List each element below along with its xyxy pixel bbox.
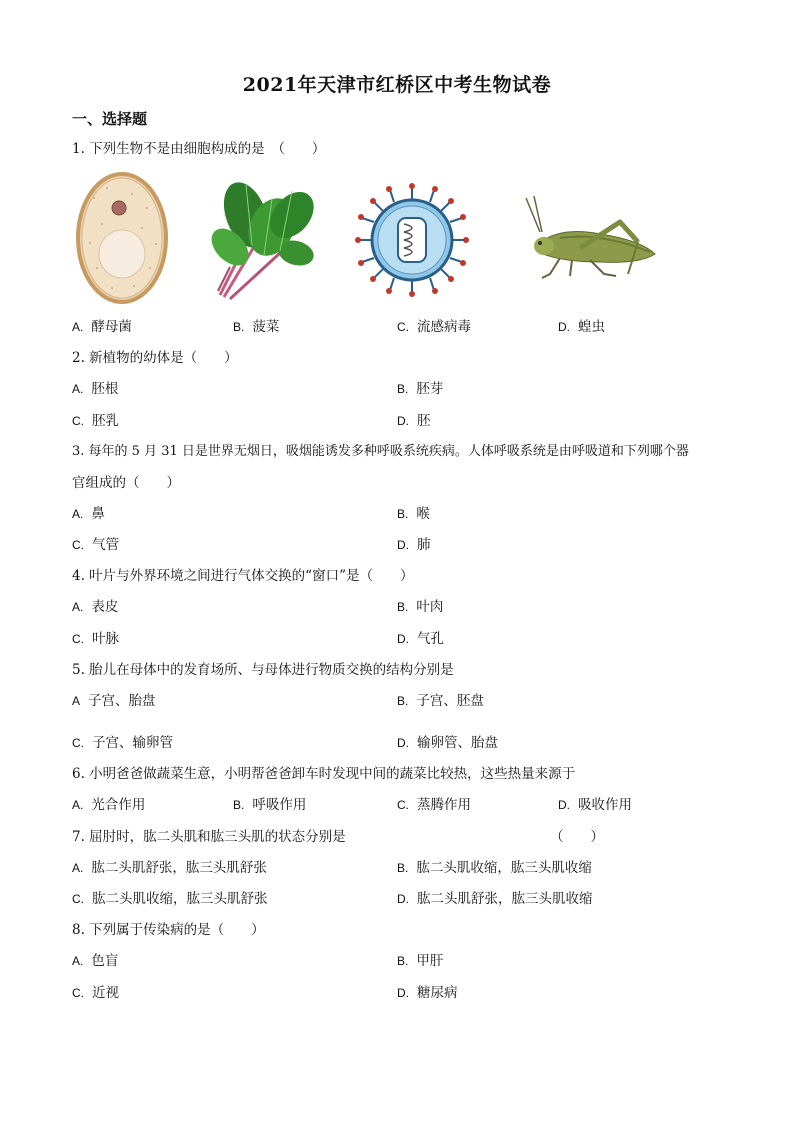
q6-option-c[interactable]: C. 蒸腾作用	[397, 797, 471, 813]
q6-option-d[interactable]: D. 吸收作用	[558, 797, 632, 813]
q2-option-d[interactable]: D. 胚	[397, 413, 431, 429]
q3-option-d[interactable]: D. 肺	[397, 537, 431, 553]
q3-option-c[interactable]: C. 气管	[72, 537, 119, 553]
q3-option-a[interactable]: A. 鼻	[72, 506, 105, 522]
q4-option-c[interactable]: C. 叶脉	[72, 631, 119, 647]
q6-option-a[interactable]: A. 光合作用	[72, 797, 146, 813]
q4-option-b[interactable]: B. 叶肉	[397, 599, 444, 615]
question-1: 1. 下列生物不是由细胞构成的是 （ ）	[72, 141, 326, 157]
q1-option-c[interactable]: C. 流感病毒	[397, 319, 471, 335]
q8-option-d[interactable]: D. 糖尿病	[397, 985, 458, 1001]
question-5: 5. 胎儿在母体中的发育场所、与母体进行物质交换的结构分别是	[72, 662, 454, 678]
question-4: 4. 叶片与外界环境之间进行气体交换的“窗口”是（ ）	[72, 568, 414, 584]
question-3-line-2: 官组成的（ ）	[72, 475, 180, 491]
q1-option-b[interactable]: B. 菠菜	[233, 319, 280, 335]
question-6: 6. 小明爸爸做蔬菜生意，小明帮爸爸卸车时发现中间的蔬菜比较热，这些热量来源于	[72, 766, 576, 782]
question-3-line-1: 3. 每年的 5 月 31 日是世界无烟日，吸烟能诱发多种呼吸系统疾病。人体呼吸系统是由呼吸道和下列哪个器	[72, 444, 689, 459]
q5-option-b[interactable]: B. 子宫、胚盘	[397, 693, 484, 709]
page-title: 2021年天津市红桥区中考生物试卷	[242, 74, 552, 96]
q2-option-c[interactable]: C. 胚乳	[72, 413, 119, 429]
q5-option-a[interactable]: A 子宫、胎盘	[72, 693, 156, 709]
q7-option-a[interactable]: A. 肱二头肌舒张，肱三头肌舒张	[72, 860, 267, 876]
q4-option-a[interactable]: A. 表皮	[72, 599, 119, 615]
question-7-answer-paren: （ ）	[550, 829, 604, 845]
q8-option-a[interactable]: A. 色盲	[72, 953, 119, 969]
q2-option-b[interactable]: B. 胚芽	[397, 381, 444, 397]
q1-option-d[interactable]: D. 蝗虫	[558, 319, 605, 335]
yeast-cell-figure	[72, 168, 172, 308]
question-7: 7. 屈肘时，肱二头肌和肱三头肌的状态分别是	[72, 829, 346, 845]
q7-option-b[interactable]: B. 肱二头肌收缩，肱三头肌收缩	[397, 860, 592, 876]
q7-option-d[interactable]: D. 肱二头肌舒张，肱三头肌收缩	[397, 891, 593, 907]
q3-option-b[interactable]: B. 喉	[397, 506, 430, 522]
q2-option-a[interactable]: A. 胚根	[72, 381, 119, 397]
q4-option-d[interactable]: D. 气孔	[397, 631, 444, 647]
virus-figure	[352, 180, 472, 300]
q6-option-b[interactable]: B. 呼吸作用	[233, 797, 307, 813]
section-heading: 一、选择题	[72, 110, 148, 128]
grasshopper-figure	[520, 192, 660, 287]
question-2: 2. 新植物的幼体是（ ）	[72, 350, 238, 366]
q1-option-a[interactable]: A. 酵母菌	[72, 319, 132, 335]
q5-option-d[interactable]: D. 输卵管、胎盘	[397, 735, 498, 751]
question-8: 8. 下列属于传染病的是（ ）	[72, 922, 265, 938]
q8-option-c[interactable]: C. 近视	[72, 985, 119, 1001]
q7-option-c[interactable]: C. 肱二头肌收缩，肱三头肌舒张	[72, 891, 268, 907]
q5-option-c[interactable]: C. 子宫、输卵管	[72, 735, 173, 751]
spinach-figure	[200, 175, 320, 305]
q8-option-b[interactable]: B. 甲肝	[397, 953, 444, 969]
